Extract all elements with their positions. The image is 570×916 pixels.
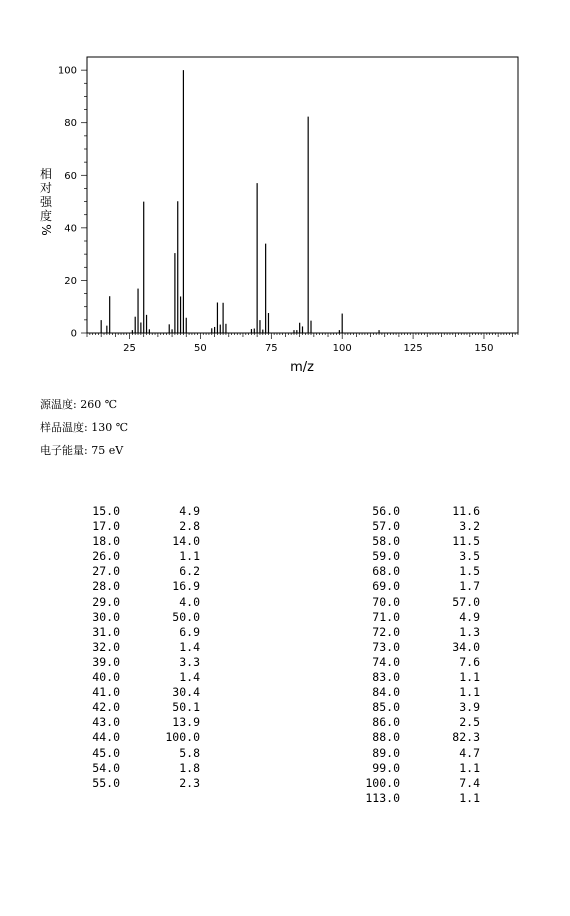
mz-value: 44.0 (92, 730, 120, 745)
intensity-value: 4.9 (179, 504, 200, 518)
table-row (340, 685, 490, 700)
intensity-value: 11.6 (452, 504, 480, 518)
intensity-value: 1.1 (459, 670, 480, 685)
intensity-value: 2.5 (459, 715, 480, 730)
mz-value: 88.0 (372, 730, 400, 745)
intensity-value: 3.2 (459, 519, 480, 534)
mz-value: 58.0 (372, 534, 400, 549)
table-row (60, 746, 210, 761)
mz-value: 84.0 (372, 685, 400, 700)
table-row (340, 519, 490, 534)
table-row (340, 549, 490, 564)
x-tick-label: 100 (332, 343, 352, 354)
table-row (340, 625, 490, 640)
table-row (60, 519, 210, 534)
y-axis-label-char: 强 (39, 195, 53, 209)
intensity-value: 50.0 (172, 609, 200, 624)
intensity-value: 1.1 (459, 685, 480, 700)
y-axis-label (39, 166, 53, 236)
mz-value: 30.0 (92, 609, 120, 624)
x-tick-label: 50 (194, 343, 207, 354)
intensity-value: 6.9 (179, 624, 200, 639)
y-axis-label-char: 相 (39, 167, 53, 181)
mz-value: 57.0 (372, 519, 400, 534)
table-row (340, 640, 490, 655)
table-row (340, 730, 490, 745)
table-row (60, 761, 210, 776)
mz-value: 99.0 (372, 760, 400, 775)
mz-value: 42.0 (92, 700, 120, 715)
intensity-value: 50.1 (172, 700, 200, 715)
table-row (340, 715, 490, 730)
mz-value: 72.0 (372, 624, 400, 639)
intensity-value: 1.1 (179, 549, 200, 564)
intensity-value: 3.9 (459, 700, 480, 715)
mz-value: 28.0 (92, 579, 120, 594)
mz-value: 15.0 (92, 504, 120, 518)
table-row (60, 685, 210, 700)
intensity-value: 100.0 (165, 730, 200, 745)
mz-value: 70.0 (372, 594, 400, 609)
table-row (60, 730, 210, 745)
intensity-value: 6.2 (179, 564, 200, 579)
y-tick-label: 20 (64, 275, 77, 287)
table-row (340, 534, 490, 549)
intensity-value: 30.4 (172, 685, 200, 700)
intensity-value: 4.7 (459, 745, 480, 760)
table-row (60, 564, 210, 579)
intensity-value: 1.8 (179, 760, 200, 775)
mz-value: 55.0 (92, 775, 120, 790)
mz-value: 73.0 (372, 639, 400, 654)
intensity-value: 4.9 (459, 609, 480, 624)
mz-value: 85.0 (372, 700, 400, 715)
mz-value: 41.0 (92, 685, 120, 700)
intensity-value: 3.5 (459, 549, 480, 564)
x-tick-label: 25 (123, 343, 136, 354)
mz-value: 113.0 (365, 790, 400, 805)
mz-value: 40.0 (92, 670, 120, 685)
table-row (60, 700, 210, 715)
sample-temperature: 样品温度: 130 ℃ (40, 421, 128, 434)
intensity-value: 1.4 (179, 670, 200, 685)
mz-value: 45.0 (92, 745, 120, 760)
intensity-value: 7.4 (459, 775, 480, 790)
intensity-value: 1.4 (179, 639, 200, 654)
mz-value: 27.0 (92, 564, 120, 579)
intensity-value: 82.3 (452, 730, 480, 745)
mz-value: 69.0 (372, 579, 400, 594)
table-row (340, 776, 490, 791)
x-tick-label: 125 (403, 343, 423, 354)
intensity-value: 7.6 (459, 654, 480, 669)
mz-value: 59.0 (372, 549, 400, 564)
intensity-value: 2.3 (179, 775, 200, 790)
table-row (340, 579, 490, 594)
mz-value: 29.0 (92, 594, 120, 609)
table-row (60, 776, 210, 791)
intensity-value: 1.3 (459, 624, 480, 639)
mz-value: 39.0 (92, 654, 120, 669)
intensity-value: 57.0 (452, 594, 480, 609)
mz-value: 54.0 (92, 760, 120, 775)
y-tick-label: 80 (64, 118, 77, 130)
table-row (60, 595, 210, 610)
mz-value: 17.0 (92, 519, 120, 534)
mz-value: 71.0 (372, 609, 400, 624)
table-row (340, 746, 490, 761)
table-row (340, 791, 490, 806)
table-row (60, 549, 210, 564)
plot-frame (87, 57, 518, 333)
mz-value: 32.0 (92, 639, 120, 654)
intensity-value: 16.9 (172, 579, 200, 594)
table-row (340, 610, 490, 625)
y-tick-label: 0 (70, 328, 77, 340)
intensity-value: 5.8 (179, 745, 200, 760)
y-axis-label-char: % (39, 224, 53, 236)
x-tick-label: 150 (474, 343, 494, 354)
table-row (340, 655, 490, 670)
table-row (60, 534, 210, 549)
intensity-value: 1.5 (459, 564, 480, 579)
peak-table-right (340, 504, 490, 806)
y-tick-label: 40 (64, 223, 77, 235)
table-row (340, 595, 490, 610)
mz-value: 18.0 (92, 534, 120, 549)
y-tick-label: 100 (57, 65, 77, 77)
mz-value: 43.0 (92, 715, 120, 730)
intensity-value: 11.5 (452, 534, 480, 549)
mz-value: 74.0 (372, 654, 400, 669)
intensity-value: 13.9 (172, 715, 200, 730)
intensity-value: 1.1 (459, 790, 480, 805)
spectrum-peaks (101, 70, 379, 333)
table-row (60, 655, 210, 670)
y-axis-label-char: 对 (39, 181, 53, 195)
mz-value: 31.0 (92, 624, 120, 639)
mass-spectrum-chart (0, 0, 570, 380)
intensity-value: 2.8 (179, 519, 200, 534)
y-axis-label-char: 度 (39, 209, 53, 223)
axis-tick-labels (58, 66, 494, 354)
mz-value: 89.0 (372, 745, 400, 760)
table-row (340, 700, 490, 715)
intensity-value: 34.0 (452, 639, 480, 654)
table-row (60, 640, 210, 655)
y-tick-label: 60 (64, 170, 77, 182)
peak-table-left (60, 504, 210, 791)
mz-value: 83.0 (372, 670, 400, 685)
intensity-value: 4.0 (179, 594, 200, 609)
intensity-value: 3.3 (179, 654, 200, 669)
mz-value: 26.0 (92, 549, 120, 564)
mz-value: 68.0 (372, 564, 400, 579)
mz-value: 86.0 (372, 715, 400, 730)
table-row (340, 670, 490, 685)
table-row (340, 761, 490, 776)
source-temperature: 源温度: 260 ℃ (40, 398, 117, 411)
table-row (60, 670, 210, 685)
table-row (60, 625, 210, 640)
axis-ticks (81, 70, 518, 339)
table-row (340, 504, 490, 519)
mz-value: 100.0 (365, 775, 400, 790)
table-row (340, 564, 490, 579)
x-axis-label: m/z (290, 360, 314, 375)
intensity-value: 1.1 (459, 760, 480, 775)
x-tick-label: 75 (264, 343, 278, 354)
table-row (60, 610, 210, 625)
mz-value: 56.0 (372, 504, 400, 518)
table-row (60, 579, 210, 594)
table-row (60, 715, 210, 730)
table-row (60, 504, 210, 519)
intensity-value: 1.7 (459, 579, 480, 594)
intensity-value: 14.0 (172, 534, 200, 549)
electron-energy: 电子能量: 75 eV (40, 444, 124, 457)
